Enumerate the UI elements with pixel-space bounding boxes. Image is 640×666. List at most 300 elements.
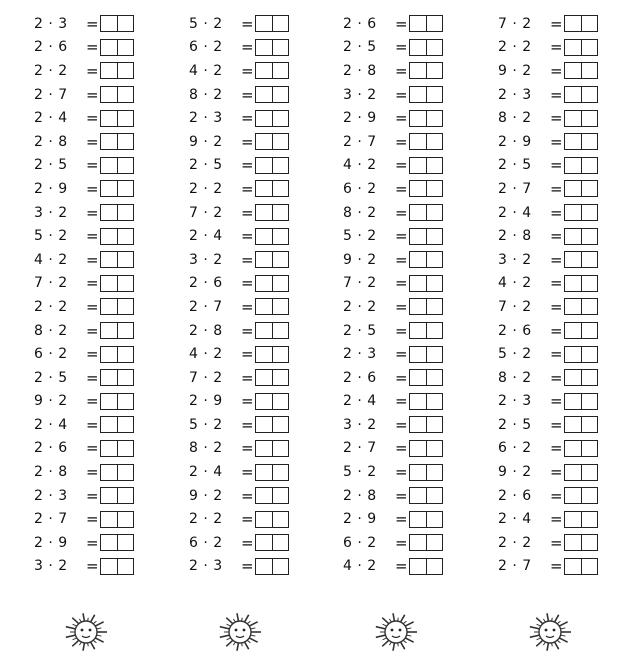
answer-tens-cell[interactable] — [101, 111, 117, 126]
answer-box[interactable] — [100, 464, 134, 481]
answer-ones-cell[interactable] — [581, 559, 597, 574]
answer-ones-cell[interactable] — [117, 465, 133, 480]
answer-box[interactable] — [255, 464, 289, 481]
answer-ones-cell[interactable] — [426, 205, 442, 220]
answer-box[interactable] — [255, 180, 289, 197]
answer-ones-cell[interactable] — [117, 252, 133, 267]
answer-box[interactable] — [409, 133, 443, 150]
answer-ones-cell[interactable] — [272, 512, 288, 527]
answer-tens-cell[interactable] — [410, 134, 426, 149]
answer-ones-cell[interactable] — [426, 559, 442, 574]
answer-box[interactable] — [100, 298, 134, 315]
answer-box[interactable] — [564, 487, 598, 504]
answer-ones-cell[interactable] — [117, 559, 133, 574]
answer-box[interactable] — [100, 346, 134, 363]
answer-ones-cell[interactable] — [581, 63, 597, 78]
answer-box[interactable] — [255, 369, 289, 386]
answer-tens-cell[interactable] — [256, 347, 272, 362]
answer-box[interactable] — [409, 511, 443, 528]
answer-tens-cell[interactable] — [256, 205, 272, 220]
answer-box[interactable] — [409, 157, 443, 174]
answer-tens-cell[interactable] — [410, 347, 426, 362]
answer-box[interactable] — [100, 558, 134, 575]
answer-tens-cell[interactable] — [565, 347, 581, 362]
answer-ones-cell[interactable] — [272, 370, 288, 385]
answer-ones-cell[interactable] — [272, 323, 288, 338]
answer-box[interactable] — [255, 62, 289, 79]
answer-box[interactable] — [100, 322, 134, 339]
answer-ones-cell[interactable] — [426, 535, 442, 550]
answer-ones-cell[interactable] — [426, 63, 442, 78]
answer-tens-cell[interactable] — [101, 394, 117, 409]
answer-box[interactable] — [100, 487, 134, 504]
answer-tens-cell[interactable] — [410, 417, 426, 432]
answer-ones-cell[interactable] — [581, 512, 597, 527]
multiplication-expression: 2 · 5 — [34, 157, 68, 174]
answer-ones-cell[interactable] — [426, 512, 442, 527]
answer-tens-cell[interactable] — [256, 299, 272, 314]
answer-box[interactable] — [255, 15, 289, 32]
answer-tens-cell[interactable] — [101, 465, 117, 480]
answer-box[interactable] — [255, 346, 289, 363]
answer-tens-cell[interactable] — [256, 465, 272, 480]
answer-tens-cell[interactable] — [410, 181, 426, 196]
answer-box[interactable] — [409, 39, 443, 56]
answer-tens-cell[interactable] — [565, 229, 581, 244]
answer-box[interactable] — [564, 369, 598, 386]
answer-tens-cell[interactable] — [565, 417, 581, 432]
answer-tens-cell[interactable] — [565, 252, 581, 267]
answer-box[interactable] — [409, 251, 443, 268]
answer-tens-cell[interactable] — [565, 394, 581, 409]
multiplication-expression: 2 · 8 — [189, 322, 223, 339]
answer-tens-cell[interactable] — [565, 299, 581, 314]
answer-ones-cell[interactable] — [581, 16, 597, 31]
answer-ones-cell[interactable] — [272, 347, 288, 362]
answer-tens-cell[interactable] — [410, 512, 426, 527]
answer-box[interactable] — [255, 440, 289, 457]
answer-box[interactable] — [255, 39, 289, 56]
answer-tens-cell[interactable] — [256, 441, 272, 456]
answer-tens-cell[interactable] — [256, 16, 272, 31]
answer-box[interactable] — [409, 228, 443, 245]
exercise-row — [189, 201, 329, 225]
answer-tens-cell[interactable] — [410, 559, 426, 574]
answer-ones-cell[interactable] — [581, 134, 597, 149]
answer-tens-cell[interactable] — [256, 63, 272, 78]
answer-tens-cell[interactable] — [101, 512, 117, 527]
answer-tens-cell[interactable] — [256, 559, 272, 574]
answer-box[interactable] — [564, 251, 598, 268]
answer-tens-cell[interactable] — [101, 63, 117, 78]
answer-ones-cell[interactable] — [272, 488, 288, 503]
answer-ones-cell[interactable] — [426, 441, 442, 456]
answer-ones-cell[interactable] — [272, 276, 288, 291]
answer-box[interactable] — [255, 228, 289, 245]
answer-tens-cell[interactable] — [101, 299, 117, 314]
answer-ones-cell[interactable] — [117, 205, 133, 220]
answer-tens-cell[interactable] — [256, 394, 272, 409]
answer-tens-cell[interactable] — [565, 181, 581, 196]
answer-box[interactable] — [409, 298, 443, 315]
answer-tens-cell[interactable] — [256, 488, 272, 503]
answer-tens-cell[interactable] — [101, 134, 117, 149]
answer-ones-cell[interactable] — [272, 16, 288, 31]
answer-ones-cell[interactable] — [117, 347, 133, 362]
answer-box[interactable] — [100, 157, 134, 174]
equals-sign: = — [241, 510, 254, 529]
answer-ones-cell[interactable] — [426, 252, 442, 267]
answer-box[interactable] — [255, 275, 289, 292]
answer-box[interactable] — [564, 275, 598, 292]
answer-ones-cell[interactable] — [581, 252, 597, 267]
answer-ones-cell[interactable] — [272, 63, 288, 78]
answer-box[interactable] — [255, 558, 289, 575]
answer-box[interactable] — [255, 298, 289, 315]
answer-tens-cell[interactable] — [101, 559, 117, 574]
answer-box[interactable] — [100, 511, 134, 528]
answer-tens-cell[interactable] — [256, 370, 272, 385]
answer-ones-cell[interactable] — [117, 370, 133, 385]
answer-tens-cell[interactable] — [565, 87, 581, 102]
answer-box[interactable] — [100, 393, 134, 410]
answer-ones-cell[interactable] — [117, 87, 133, 102]
answer-tens-cell[interactable] — [410, 488, 426, 503]
answer-ones-cell[interactable] — [581, 465, 597, 480]
answer-ones-cell[interactable] — [272, 40, 288, 55]
answer-box[interactable] — [409, 86, 443, 103]
answer-tens-cell[interactable] — [565, 488, 581, 503]
answer-ones-cell[interactable] — [272, 158, 288, 173]
answer-tens-cell[interactable] — [565, 465, 581, 480]
answer-ones-cell[interactable] — [426, 111, 442, 126]
answer-ones-cell[interactable] — [117, 299, 133, 314]
answer-tens-cell[interactable] — [101, 229, 117, 244]
answer-ones-cell[interactable] — [426, 299, 442, 314]
answer-box[interactable] — [409, 464, 443, 481]
answer-box[interactable] — [409, 369, 443, 386]
answer-tens-cell[interactable] — [565, 158, 581, 173]
answer-box[interactable] — [255, 110, 289, 127]
answer-box[interactable] — [564, 180, 598, 197]
answer-ones-cell[interactable] — [426, 158, 442, 173]
answer-tens-cell[interactable] — [410, 158, 426, 173]
answer-tens-cell[interactable] — [410, 323, 426, 338]
answer-box[interactable] — [255, 133, 289, 150]
answer-tens-cell[interactable] — [256, 512, 272, 527]
answer-box[interactable] — [255, 204, 289, 221]
answer-ones-cell[interactable] — [426, 87, 442, 102]
answer-ones-cell[interactable] — [426, 276, 442, 291]
answer-ones-cell[interactable] — [117, 134, 133, 149]
answer-ones-cell[interactable] — [581, 229, 597, 244]
answer-tens-cell[interactable] — [410, 535, 426, 550]
answer-ones-cell[interactable] — [272, 205, 288, 220]
answer-box[interactable] — [409, 275, 443, 292]
answer-tens-cell[interactable] — [101, 417, 117, 432]
answer-tens-cell[interactable] — [565, 40, 581, 55]
answer-box[interactable] — [409, 180, 443, 197]
answer-tens-cell[interactable] — [410, 63, 426, 78]
answer-ones-cell[interactable] — [581, 323, 597, 338]
answer-box[interactable] — [100, 180, 134, 197]
answer-tens-cell[interactable] — [256, 252, 272, 267]
answer-tens-cell[interactable] — [565, 559, 581, 574]
answer-tens-cell[interactable] — [410, 205, 426, 220]
answer-ones-cell[interactable] — [426, 417, 442, 432]
answer-ones-cell[interactable] — [117, 111, 133, 126]
answer-box[interactable] — [564, 15, 598, 32]
answer-ones-cell[interactable] — [426, 16, 442, 31]
answer-ones-cell[interactable] — [272, 559, 288, 574]
answer-ones-cell[interactable] — [272, 134, 288, 149]
answer-tens-cell[interactable] — [565, 370, 581, 385]
answer-box[interactable] — [100, 204, 134, 221]
answer-tens-cell[interactable] — [101, 488, 117, 503]
answer-box[interactable] — [564, 157, 598, 174]
answer-ones-cell[interactable] — [426, 40, 442, 55]
answer-ones-cell[interactable] — [581, 370, 597, 385]
answer-box[interactable] — [100, 369, 134, 386]
answer-tens-cell[interactable] — [101, 158, 117, 173]
equals-sign: = — [550, 463, 563, 482]
answer-tens-cell[interactable] — [101, 252, 117, 267]
answer-tens-cell[interactable] — [565, 63, 581, 78]
answer-tens-cell[interactable] — [101, 370, 117, 385]
equals-sign: = — [550, 250, 563, 269]
answer-tens-cell[interactable] — [410, 16, 426, 31]
answer-box[interactable] — [564, 558, 598, 575]
answer-ones-cell[interactable] — [581, 488, 597, 503]
answer-tens-cell[interactable] — [565, 111, 581, 126]
answer-ones-cell[interactable] — [426, 181, 442, 196]
answer-box[interactable] — [564, 204, 598, 221]
answer-tens-cell[interactable] — [101, 40, 117, 55]
equals-sign: = — [241, 321, 254, 340]
answer-tens-cell[interactable] — [256, 87, 272, 102]
answer-tens-cell[interactable] — [256, 158, 272, 173]
answer-ones-cell[interactable] — [581, 394, 597, 409]
answer-box[interactable] — [100, 228, 134, 245]
answer-ones-cell[interactable] — [426, 229, 442, 244]
answer-box[interactable] — [564, 534, 598, 551]
answer-box[interactable] — [564, 393, 598, 410]
answer-tens-cell[interactable] — [565, 323, 581, 338]
answer-box[interactable] — [409, 487, 443, 504]
answer-ones-cell[interactable] — [117, 512, 133, 527]
answer-ones-cell[interactable] — [117, 323, 133, 338]
answer-ones-cell[interactable] — [117, 276, 133, 291]
answer-box[interactable] — [255, 416, 289, 433]
answer-box[interactable] — [100, 15, 134, 32]
answer-tens-cell[interactable] — [101, 87, 117, 102]
equals-sign: = — [86, 392, 99, 411]
answer-ones-cell[interactable] — [581, 299, 597, 314]
answer-ones-cell[interactable] — [272, 229, 288, 244]
answer-ones-cell[interactable] — [581, 441, 597, 456]
answer-tens-cell[interactable] — [410, 299, 426, 314]
answer-box[interactable] — [255, 393, 289, 410]
answer-box[interactable] — [409, 204, 443, 221]
answer-box[interactable] — [100, 133, 134, 150]
answer-tens-cell[interactable] — [256, 111, 272, 126]
answer-box[interactable] — [100, 416, 134, 433]
answer-box[interactable] — [409, 15, 443, 32]
answer-ones-cell[interactable] — [272, 181, 288, 196]
answer-box[interactable] — [255, 251, 289, 268]
answer-box[interactable] — [564, 228, 598, 245]
answer-tens-cell[interactable] — [101, 347, 117, 362]
answer-box[interactable] — [255, 157, 289, 174]
answer-ones-cell[interactable] — [426, 394, 442, 409]
answer-tens-cell[interactable] — [410, 40, 426, 55]
answer-box[interactable] — [100, 110, 134, 127]
answer-ones-cell[interactable] — [272, 252, 288, 267]
answer-box[interactable] — [564, 511, 598, 528]
answer-box[interactable] — [255, 86, 289, 103]
answer-box[interactable] — [564, 62, 598, 79]
answer-box[interactable] — [564, 39, 598, 56]
answer-ones-cell[interactable] — [272, 394, 288, 409]
answer-box[interactable] — [100, 62, 134, 79]
multiplication-expression: 2 · 7 — [498, 558, 532, 575]
answer-tens-cell[interactable] — [410, 441, 426, 456]
answer-ones-cell[interactable] — [117, 441, 133, 456]
answer-tens-cell[interactable] — [101, 441, 117, 456]
answer-tens-cell[interactable] — [101, 181, 117, 196]
answer-box[interactable] — [100, 39, 134, 56]
answer-box[interactable] — [100, 251, 134, 268]
answer-box[interactable] — [564, 440, 598, 457]
answer-box[interactable] — [564, 110, 598, 127]
answer-box[interactable] — [255, 534, 289, 551]
answer-box[interactable] — [564, 86, 598, 103]
equals-sign: = — [86, 533, 99, 552]
answer-box[interactable] — [564, 133, 598, 150]
answer-box[interactable] — [255, 511, 289, 528]
answer-tens-cell[interactable] — [256, 323, 272, 338]
answer-ones-cell[interactable] — [426, 465, 442, 480]
answer-tens-cell[interactable] — [101, 535, 117, 550]
answer-box[interactable] — [409, 393, 443, 410]
answer-ones-cell[interactable] — [117, 181, 133, 196]
answer-box[interactable] — [409, 110, 443, 127]
answer-ones-cell[interactable] — [581, 87, 597, 102]
answer-tens-cell[interactable] — [256, 417, 272, 432]
answer-tens-cell[interactable] — [256, 535, 272, 550]
answer-ones-cell[interactable] — [581, 276, 597, 291]
answer-ones-cell[interactable] — [272, 417, 288, 432]
answer-box[interactable] — [100, 440, 134, 457]
answer-tens-cell[interactable] — [101, 205, 117, 220]
answer-box[interactable] — [564, 416, 598, 433]
answer-ones-cell[interactable] — [426, 370, 442, 385]
answer-tens-cell[interactable] — [410, 394, 426, 409]
answer-box[interactable] — [564, 346, 598, 363]
answer-box[interactable] — [255, 322, 289, 339]
answer-tens-cell[interactable] — [256, 276, 272, 291]
answer-tens-cell[interactable] — [565, 512, 581, 527]
answer-tens-cell[interactable] — [565, 16, 581, 31]
answer-tens-cell[interactable] — [101, 323, 117, 338]
answer-tens-cell[interactable] — [410, 276, 426, 291]
answer-ones-cell[interactable] — [272, 465, 288, 480]
answer-tens-cell[interactable] — [101, 276, 117, 291]
answer-tens-cell[interactable] — [256, 181, 272, 196]
answer-ones-cell[interactable] — [426, 134, 442, 149]
exercise-row — [189, 106, 329, 130]
answer-box[interactable] — [100, 534, 134, 551]
answer-tens-cell[interactable] — [410, 370, 426, 385]
answer-box[interactable] — [100, 275, 134, 292]
answer-tens-cell[interactable] — [410, 252, 426, 267]
answer-box[interactable] — [564, 322, 598, 339]
answer-ones-cell[interactable] — [117, 40, 133, 55]
answer-box[interactable] — [409, 558, 443, 575]
answer-ones-cell[interactable] — [581, 111, 597, 126]
answer-ones-cell[interactable] — [272, 87, 288, 102]
answer-tens-cell[interactable] — [410, 111, 426, 126]
answer-ones-cell[interactable] — [117, 535, 133, 550]
answer-box[interactable] — [564, 464, 598, 481]
answer-ones-cell[interactable] — [117, 417, 133, 432]
answer-box[interactable] — [100, 86, 134, 103]
answer-ones-cell[interactable] — [117, 16, 133, 31]
answer-tens-cell[interactable] — [565, 441, 581, 456]
answer-ones-cell[interactable] — [581, 205, 597, 220]
answer-tens-cell[interactable] — [101, 16, 117, 31]
answer-box[interactable] — [409, 534, 443, 551]
answer-box[interactable] — [409, 62, 443, 79]
answer-box[interactable] — [564, 298, 598, 315]
answer-ones-cell[interactable] — [117, 158, 133, 173]
answer-tens-cell[interactable] — [565, 535, 581, 550]
answer-box[interactable] — [409, 322, 443, 339]
answer-tens-cell[interactable] — [565, 134, 581, 149]
answer-box[interactable] — [409, 346, 443, 363]
answer-box[interactable] — [255, 487, 289, 504]
answer-ones-cell[interactable] — [117, 229, 133, 244]
answer-tens-cell[interactable] — [256, 40, 272, 55]
exercise-row — [498, 295, 638, 319]
answer-tens-cell[interactable] — [565, 205, 581, 220]
answer-ones-cell[interactable] — [426, 323, 442, 338]
answer-ones-cell[interactable] — [272, 111, 288, 126]
answer-ones-cell[interactable] — [581, 347, 597, 362]
answer-ones-cell[interactable] — [581, 181, 597, 196]
answer-ones-cell[interactable] — [272, 535, 288, 550]
answer-ones-cell[interactable] — [272, 441, 288, 456]
answer-ones-cell[interactable] — [117, 63, 133, 78]
answer-ones-cell[interactable] — [581, 158, 597, 173]
answer-box[interactable] — [409, 440, 443, 457]
answer-ones-cell[interactable] — [272, 299, 288, 314]
answer-ones-cell[interactable] — [117, 488, 133, 503]
answer-tens-cell[interactable] — [256, 134, 272, 149]
answer-box[interactable] — [409, 416, 443, 433]
answer-tens-cell[interactable] — [410, 87, 426, 102]
answer-ones-cell[interactable] — [581, 40, 597, 55]
answer-tens-cell[interactable] — [410, 229, 426, 244]
answer-tens-cell[interactable] — [256, 229, 272, 244]
answer-ones-cell[interactable] — [426, 488, 442, 503]
answer-tens-cell[interactable] — [565, 276, 581, 291]
answer-ones-cell[interactable] — [426, 347, 442, 362]
answer-ones-cell[interactable] — [581, 417, 597, 432]
answer-ones-cell[interactable] — [117, 394, 133, 409]
answer-tens-cell[interactable] — [410, 465, 426, 480]
answer-ones-cell[interactable] — [581, 535, 597, 550]
